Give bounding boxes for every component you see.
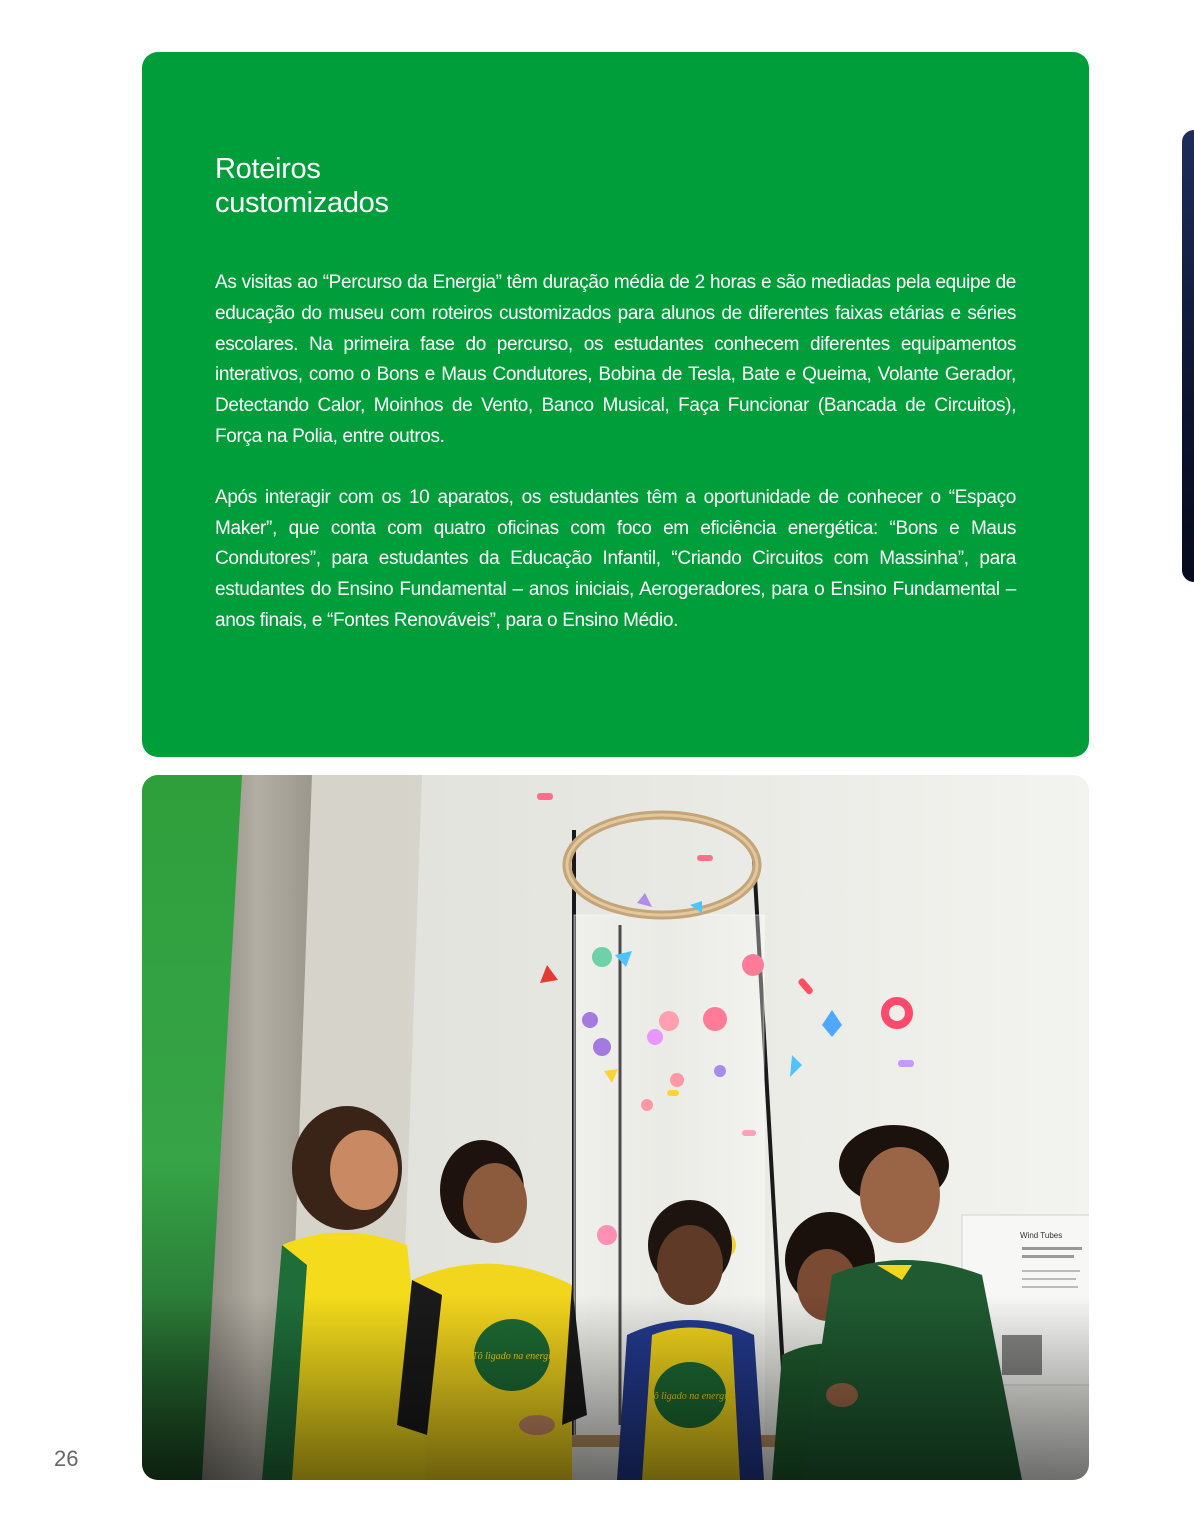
section-title-line-2: customizados [215,187,389,219]
text-card [142,52,1089,757]
section-body [215,268,1016,637]
page-number: 26 [54,1446,79,1471]
section-title [215,152,1016,220]
section-title-line-1: Roteiros [215,153,321,185]
svg-text:Wind Tubes: Wind Tubes [1020,1231,1063,1240]
adjacent-page-edge [1182,130,1194,582]
body-paragraph-2: Após interagir com os 10 aparatos, os estudantes têm a oportunidade de conhecer o “Espaço Maker”, que conta com quatro oficinas com foco em eficiência energética: “Bons e Maus Condutores”, para estudantes da Educação Infantil, “Criando Circuitos com Massinha”, para estudantes do Ensino Fundamental – anos iniciais, Aerogeradores, para o Ensino Fundamental – anos finais, e “Fontes Renováveis”, para o Ensino Médio. [215,486,1016,631]
body-paragraph-1: As visitas ao “Percurso da Energia” têm duração média de 2 horas e são mediadas pela equipe de educação do museu com roteiros customizados para alunos de diferentes faixas etárias e séries escolares. Na primeira fase do percurso, os estudantes conhecem diferentes equipamentos interativos, como o Bons e Maus Condutores, Bobina de Tesla, Bate e Queima, Volante Gerador, Detectando Calor, Moinhos de Vento, Banco Musical, Faça Funcionar (Bancada de Circuitos), Força na Polia, entre outros. [215,272,1016,447]
photo-students-wind-tube [142,775,1089,1480]
